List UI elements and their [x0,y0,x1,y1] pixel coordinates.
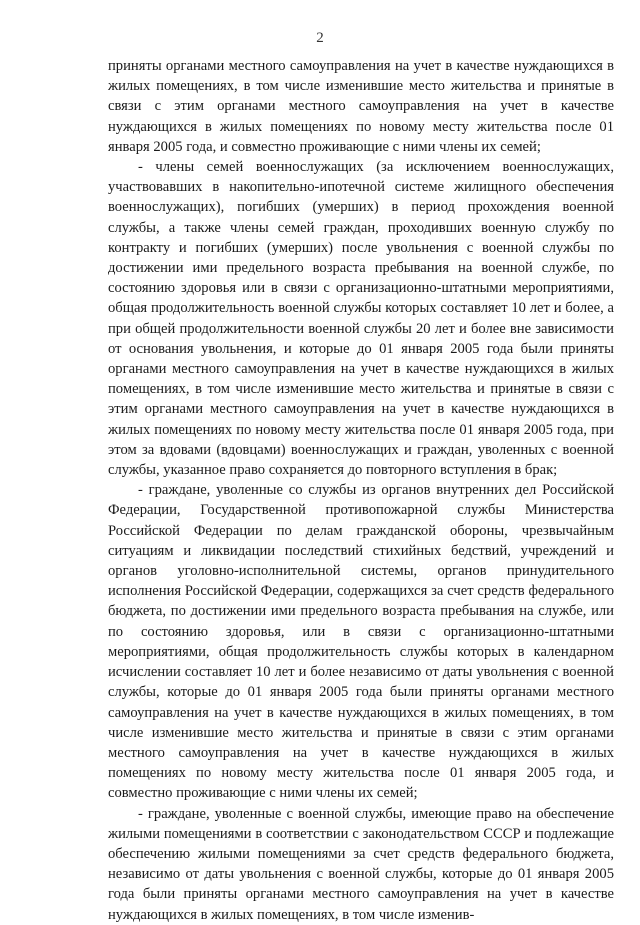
paragraph-ussr-legislation: - граждане, уволенные с военной службы, имеющие право на обеспечение жилыми помещениями в соответствии с законодательством СССР и подлежащие обеспечению жилыми помещениями за счет средств федерального бюджета, независимо от даты увольнения с военной службы, которые до 01 января 2005 года были приняты органами местного самоуправления на учет в качестве нуждающихся в жилых помещениях, в том числе изменив- [108,805,614,923]
paragraph-internal-affairs: - граждане, уволенные со службы из органов внутренних дел Российской Федерации, Государственной противопожарной службы Министерства Российской Федерации по делам гражданской обороны, чрезвычайным ситуациям и ликвидации последствий стихийных бедствий, учреждений и органов уголовно-исполнительной системы, органов принудительного исполнения Российской Федерации, содержащихся за счет средств федерального бюджета, по достижении ими предельного возраста пребывания на службе, или по состоянию здоровья, или в связи с организационно-штатными мероприятиями, общая продолжительность службы которых в календарном исчислении составляет 10 лет и более независимо от даты увольнения с военной службы, которые до 01 января 2005 года были приняты органами местного самоуправления на учет в качестве нуждающихся в жилых помещениях, в том числе изменившие место жительства и принятые в связи с этим органами местного самоуправления на учет в качестве нуждающихся в жилых помещениях по новому месту жительства после 01 января 2005 года, и совместно проживающие с ними члены их семей; [108,482,614,802]
paragraph-continuation: приняты органами местного самоуправления на учет в качестве нуждающихся в жилых помещениях, в том числе изменившие место жительства и принятые в связи с этим органами местного самоуправления на учет в качестве нуждающихся в жилых помещениях по новому месту жительства после 01 января 2005 года, и совместно проживающие с ними члены их семей; [108,58,614,155]
paragraph-family-members: - члены семей военнослужащих (за исключением военнослужащих, участвовавших в накопительно-ипотечной системе жилищного обеспечения военнослужащих), погибших (умерших) в период прохождения военной службы, а также члены семей граждан, проходивших военную службу по контракту и погибших (умерших) после увольнения с военной службы по достижении ими предельного возраста пребывания на военной службе, по состоянию здоровья или в связи с организационно-штатными мероприятиями, общая продолжительность военной службы которых составляет 10 лет и более, а при общей продолжительности военной службы 20 лет и более вне зависимости от основания увольнения, и которые до 01 января 2005 года были приняты органами местного самоуправления на учет в качестве нуждающихся в жилых помещениях, в том числе изменившие место жительства и принятые в связи с этим органами местного самоуправления на учет в качестве нуждающихся в жилых помещениях по новому месту жительства после 01 января 2005 года, при этом за вдовами (вдовцами) военнослужащих и граждан, уволенных с военной службы, указанное право сохраняется до повторного вступления в брак; [108,159,614,479]
page-number: 2 [316,30,324,46]
document-body [108,56,614,925]
